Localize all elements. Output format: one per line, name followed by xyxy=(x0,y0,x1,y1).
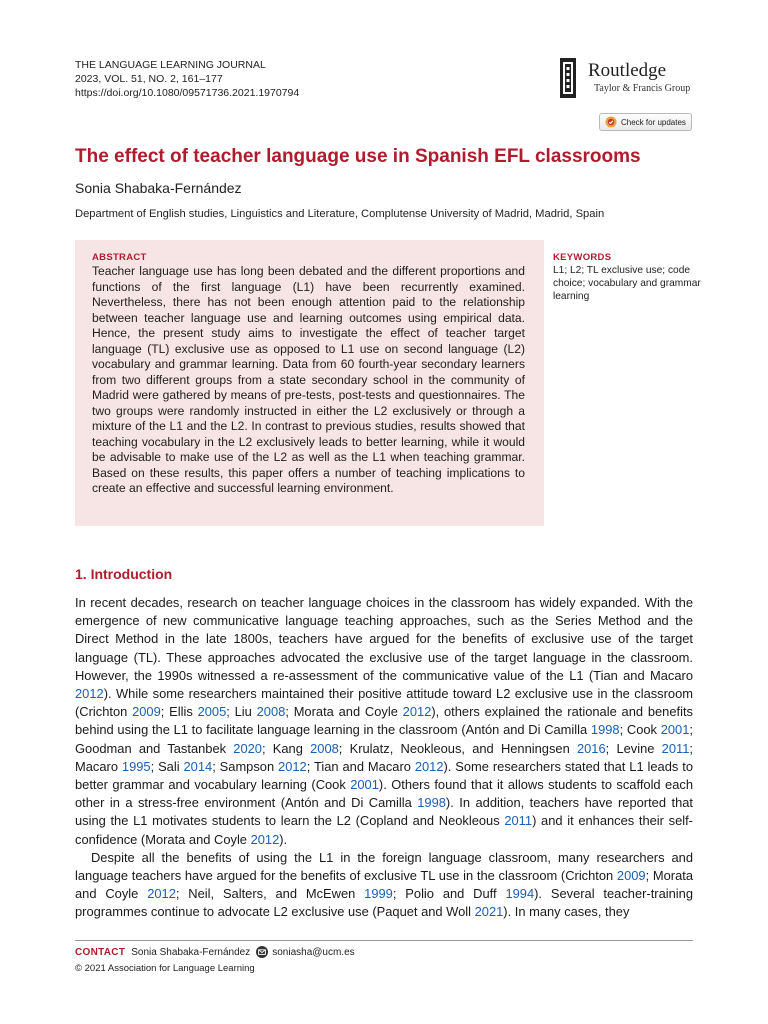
journal-info xyxy=(75,58,299,100)
body-paragraph-2 xyxy=(75,849,693,922)
citation-year-link[interactable]: 2009 xyxy=(132,704,161,720)
footer-divider xyxy=(75,940,693,941)
article-author: Sonia Shabaka-Fernández xyxy=(75,180,242,196)
body-text-run: ; Cook xyxy=(619,722,661,738)
citation-year-link[interactable]: 2005 xyxy=(197,704,227,720)
citation-year-link[interactable]: 2011 xyxy=(504,813,533,829)
citation-year-link[interactable]: 1998 xyxy=(417,795,446,811)
author-affiliation: Department of English studies, Linguistics and Literature, Complutense University of Madrid, Madrid, Spain xyxy=(75,208,605,220)
body-text-run: ; Ellis xyxy=(160,704,198,720)
body-text-run: ; Kang xyxy=(261,740,311,756)
body-text-run: ; Levine xyxy=(605,740,662,756)
citation-year-link[interactable]: 2012 xyxy=(278,758,307,774)
citation-year-link[interactable]: 2012 xyxy=(75,686,104,702)
citation-year-link[interactable]: 2012 xyxy=(250,831,280,847)
citation-year-link[interactable]: 1995 xyxy=(121,758,151,774)
body-text-run: ), others explained the rationale and benefits behind using the L1 to facilitate language learning in the classroom (Antón and Di Camilla xyxy=(75,704,693,738)
citation-year-link[interactable]: 2001 xyxy=(350,777,379,793)
body-paragraph-1 xyxy=(75,594,693,849)
body-text-run: In recent decades, research on teacher language choices in the classroom has widely expanded. With the emergence of new communicative language teaching approaches, such as the Series Method and the Direct Method in the late 1800s, teachers have argued for the benefits of exclusive use of the target language (TL). These approaches advocated the exclusive use of the target language in the classroom. However, the 1990s witnessed a re-assessment of the communicative value of the L1 (Tian and Macaro xyxy=(75,595,693,683)
abstract-heading: ABSTRACT xyxy=(92,252,147,263)
citation-year-link[interactable]: 1998 xyxy=(590,722,620,738)
mail-icon xyxy=(256,946,268,958)
article-title: The effect of teacher language use in Spanish EFL classrooms xyxy=(75,146,641,167)
citation-year-link[interactable]: 2014 xyxy=(183,758,213,774)
body-text-run: ). In many cases, they xyxy=(503,904,630,920)
body-text-run: ; Polio and Duff xyxy=(392,886,506,902)
body-text-run: ) and it enhances their self-confidence (Morata and Coyle xyxy=(75,813,693,847)
body-text-run: Despite all the benefits of using the L1 in the foreign language classroom, many researchers and language teachers have argued for the benefits of exclusive TL use in the classroom (Crichton xyxy=(75,849,693,884)
citation-year-link[interactable]: 2011 xyxy=(661,740,690,756)
contact-name: Sonia Shabaka-Fernández xyxy=(131,946,251,958)
body-text-run: ). Several teacher-training programmes continue to advocate L2 exclusive use (Paquet and Woll xyxy=(75,886,694,920)
journal-name: THE LANGUAGE LEARNING JOURNAL xyxy=(75,59,266,71)
body-text-run: ; Goodman and Tastanbek xyxy=(75,722,693,756)
body-text-run: ; Sampson xyxy=(212,758,279,774)
contact-line xyxy=(75,946,355,958)
abstract-text: Teacher language use has long been debated and the different proportions and functions of the first language (L1) have been recurrently examined. Nevertheless, there has not been enough attention paid to the relationship between teacher language use and learning outcomes using empirical data. Hence, the present study aims to investigate the effect of teacher target language (TL) exclusive use as opposed to L1 use on second language (L2) vocabulary and grammar learning. Data from 60 fourth-year secondary learners from two different groups from a state secondary school in the community of Madrid were gathered by means of pre-tests, post-tests and questionnaires. The two groups were randomly instructed in either the L2 exclusively or through a mixture of the L1 and the L2. In contrast to previous studies, results showed that teaching vocabulary in the L2 exclusively leads to better learning, while it would be advisable to make use of the L2 as well as the L1 when teaching grammar. Based on these results, this paper offers a number of teaching implications to create an effective and successful learning environment. xyxy=(92,264,525,495)
routledge-logo-icon xyxy=(558,58,578,98)
citation-year-link[interactable]: 2008 xyxy=(310,740,339,756)
citation-year-link[interactable]: 2001 xyxy=(660,722,690,738)
body-text-run: ; Neil, Salters, and McEwen xyxy=(175,886,365,902)
body-text-run: ; Morata and Coyle xyxy=(285,704,403,720)
body-text-run: ; Macaro xyxy=(75,740,693,774)
citation-year-link[interactable]: 1994 xyxy=(505,886,535,902)
check-updates-label: Check for updates xyxy=(621,117,686,127)
contact-label: CONTACT xyxy=(75,946,126,958)
keywords-heading: KEYWORDS xyxy=(553,252,612,263)
body-text-run: ). In addition, teachers have reported that using the L1 motivates students to learn the L2 (Copland and Neokleous xyxy=(75,795,693,829)
body-text-run: ). While some researchers maintained their positive attitude toward L2 exclusive use in the classroom (Crichton xyxy=(75,686,693,720)
body-text-run: ; Morata and Coyle xyxy=(75,868,693,902)
journal-doi[interactable]: https://doi.org/10.1080/09571736.2021.1970794 xyxy=(75,87,300,99)
citation-year-link[interactable]: 2016 xyxy=(576,740,606,756)
section-heading: 1. Introduction xyxy=(75,566,173,582)
body-text xyxy=(75,594,693,922)
citation-year-link[interactable]: 2012 xyxy=(402,704,432,720)
body-text-run: ). xyxy=(279,831,288,847)
body-text-run: ; Krulatz, Neokleous, and Henningsen xyxy=(338,740,577,756)
citation-year-link[interactable]: 1999 xyxy=(364,886,393,902)
check-updates-button[interactable] xyxy=(599,113,692,131)
publisher-logo xyxy=(558,58,708,100)
citation-year-link[interactable]: 2008 xyxy=(256,704,286,720)
body-text-run: ). Some researchers stated that L1 leads to better grammar and vocabulary learning (Cook xyxy=(75,758,693,793)
citation-year-link[interactable]: 2021 xyxy=(474,904,504,920)
citation-year-link[interactable]: 2020 xyxy=(233,740,262,756)
journal-volume: 2023, VOL. 51, NO. 2, 161–177 xyxy=(75,73,223,85)
keywords-text: L1; L2; TL exclusive use; code choice; vocabulary and grammar learning xyxy=(553,265,701,303)
copyright-notice: © 2021 Association for Language Learning xyxy=(75,963,255,974)
citation-year-link[interactable]: 2012 xyxy=(414,758,444,774)
citation-year-link[interactable]: 2012 xyxy=(147,886,176,902)
body-text-run: ; Liu xyxy=(226,704,257,720)
body-text-run: ). Others found that it allows students to scaffold each other in a stress-free environment (Antón and Di Camilla xyxy=(75,777,693,811)
citation-year-link[interactable]: 2009 xyxy=(616,868,646,884)
body-text-run: ; Sali xyxy=(150,758,184,774)
body-text-run: ; Tian and Macaro xyxy=(306,758,415,774)
publisher-name: Routledge xyxy=(588,60,667,81)
check-updates-icon xyxy=(605,116,617,128)
publisher-group: Taylor & Francis Group xyxy=(594,83,691,94)
contact-email[interactable]: soniasha@ucm.es xyxy=(272,946,355,958)
